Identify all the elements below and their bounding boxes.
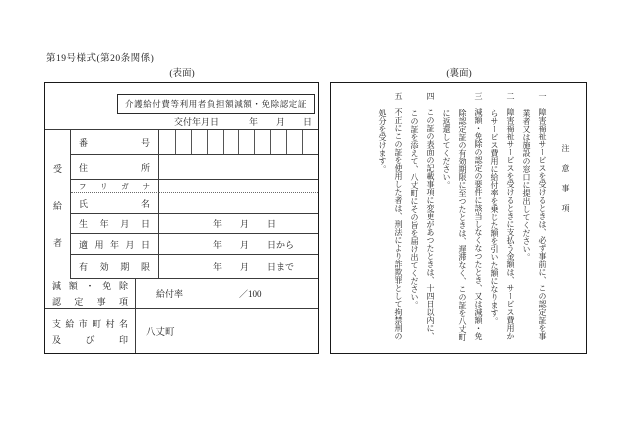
name-value-cell xyxy=(159,193,318,214)
notice-item: 四 この証の表面の記載事項に変更があつたときは、十四日以内に、この証を添えて、八丈町にその旨を届け出てください。 xyxy=(410,92,435,340)
municipality-label-cell xyxy=(45,309,136,353)
notice-item: 三 減額・免除の認定の要件に該当しなくなつたとき、又は減額・免除認定証の有効期限に至つたときは、遅滞なく、この証を八丈町に返還してください。 xyxy=(442,92,483,341)
benefit-rate-label: 給付率 xyxy=(156,289,184,299)
number-value-cell xyxy=(159,130,318,155)
birth-date-label-cell xyxy=(71,214,159,234)
number-cell xyxy=(191,130,207,154)
number-cell xyxy=(175,130,191,154)
notice-item: 一 障害福祉サービスを受けるときは、必ず事前に、この認定証を事業者又は施設の窓口に提出してください。 xyxy=(522,92,547,340)
application-date-label-cell xyxy=(71,234,159,255)
front-side-label: (表面) xyxy=(169,69,195,79)
address-value-cell xyxy=(159,155,318,180)
name-label: 氏名 xyxy=(79,198,150,209)
birth-date-label: 生年月日 xyxy=(79,219,150,229)
form-number: 第19号様式(第20条関係) xyxy=(46,54,155,64)
issue-date-row xyxy=(45,114,312,128)
expiry-value: 年 月 日まで xyxy=(159,255,318,279)
reduction-label-line1: 減額・免除 xyxy=(52,281,128,291)
number-cell xyxy=(286,130,302,154)
expiry-label: 有効期限 xyxy=(79,262,150,272)
furigana-label: フリガナ xyxy=(79,181,150,191)
recipient-section xyxy=(45,130,318,279)
number-cell-grid xyxy=(159,130,318,154)
municipality-label-line1: 支給市町村名 xyxy=(52,318,128,329)
birth-date-value: 年 月 日 xyxy=(159,214,318,234)
number-cell xyxy=(254,130,270,154)
front-table xyxy=(45,129,318,353)
notice-item: 五 不正にこの証を使用した者は、刑法により詐欺罪として拘禁刑の処分を受けます。 xyxy=(378,92,403,340)
notes-list xyxy=(339,92,573,347)
notes-header: 注意事項 xyxy=(561,144,570,224)
benefit-rate-cell xyxy=(136,279,318,309)
back-side-label: (裏面) xyxy=(446,69,472,79)
municipality-label-line2: 及び印 xyxy=(52,334,128,345)
benefit-rate-value: ／100 xyxy=(239,289,262,299)
recipient-group-label: 受給者 xyxy=(45,130,71,279)
number-label-cell xyxy=(71,130,159,155)
application-date-value: 年 月 日から xyxy=(159,234,318,255)
address-label: 住所 xyxy=(79,162,150,173)
expiry-label-cell xyxy=(71,255,159,279)
furigana-value-cell xyxy=(159,180,318,193)
name-label-cell xyxy=(71,193,159,214)
application-date-label: 適用年月日 xyxy=(79,239,150,250)
notice-item: 二 障害福祉サービスを受けるときに支払う金額は、サービス費用からサービス費用に給付率を乗じた額を引いた額になります。 xyxy=(490,92,515,340)
certification-section xyxy=(45,279,318,353)
furigana-label-cell xyxy=(71,180,159,193)
number-cell xyxy=(270,130,286,154)
number-cell xyxy=(223,130,239,154)
certificate-title: 介護給付費等利用者負担額減額・免除認定証 xyxy=(117,94,315,114)
issue-date-value: 年 月 日 xyxy=(248,116,312,127)
number-cell xyxy=(238,130,254,154)
number-label: 番号 xyxy=(79,137,150,148)
back-panel xyxy=(330,82,587,354)
front-panel xyxy=(44,82,319,354)
municipality-value: 八丈町 xyxy=(146,328,175,338)
issue-date-label: 交付年月日 xyxy=(173,116,219,127)
number-cell xyxy=(302,130,318,154)
number-cell xyxy=(207,130,223,154)
reduction-label-cell xyxy=(45,279,136,309)
reduction-label-line2: 認定事項 xyxy=(52,297,128,307)
address-label-cell xyxy=(71,155,159,180)
number-cell xyxy=(159,130,175,154)
